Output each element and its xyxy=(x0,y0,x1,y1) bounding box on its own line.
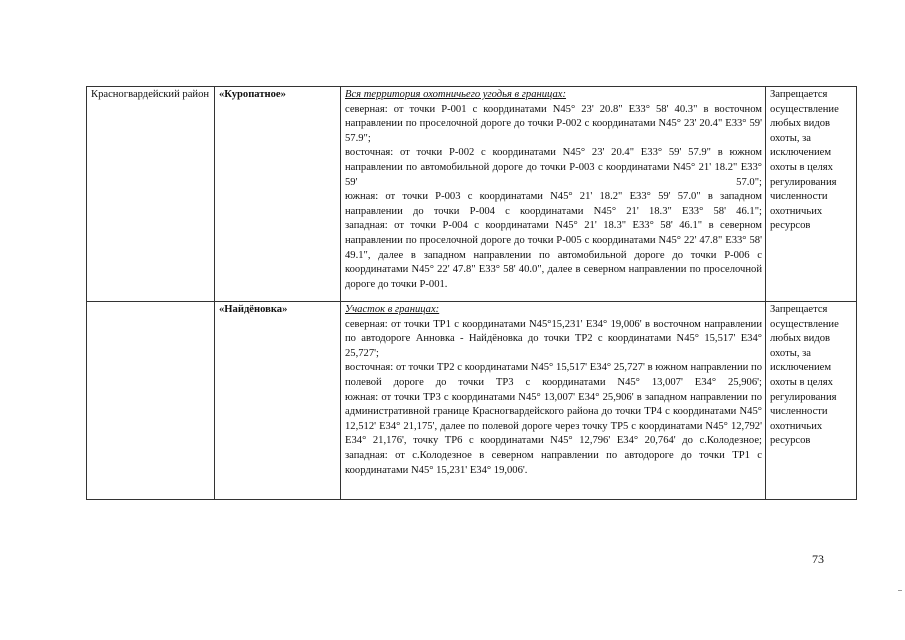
area-name-cell xyxy=(215,87,341,302)
district-cell xyxy=(87,302,215,500)
boundaries-cell xyxy=(341,87,766,302)
boundary-west: западная: от точки Р-004 с координатами N45° 21' 18.3" E33° 58' 46.1" в северном направлении по проселочной дороге до точки Р-005 с координатами N45° 22' 47.8" E33° 58' 49.1", далее в западном направлении по автомобильной дороге до точки Р-006 с координатами N45° 22' 47.8" E33° 58' 40.0", далее в северном направлении по проселочной дороге до точки Р-001. xyxy=(345,220,762,290)
boundary-east: восточная: от точки Р-002 с координатами N45° 23' 20.4" E33° 59' 57.9" в южном направлении по автомобильной дороге до точки Р-003 с координатами N45° 21' 18.2" E33° 59' 57.0"; xyxy=(345,147,762,188)
restriction-cell xyxy=(766,87,857,302)
area-name: «Куропатное» xyxy=(219,89,286,100)
boundaries-cell xyxy=(341,302,766,500)
restriction-note: Запрещается осуществление любых видов охоты, за исключением охоты в целях регулирования численности охотничьих ресурсов xyxy=(770,89,839,232)
restriction-note: Запрещается осуществление любых видов охоты, за исключением охоты в целях регулирования численности охотничьих ресурсов xyxy=(770,304,839,447)
district-cell xyxy=(87,87,215,302)
boundary-north: северная: от точки Р-001 с координатами N45° 23' 20.8" E33° 58' 40.3" в восточном направлении по проселочной дороге до точки Р-002 с координатами N45° 23' 20.4" E33° 59' 57.9"; xyxy=(345,103,762,144)
area-name-cell xyxy=(215,302,341,500)
boundaries-heading: Участок в границах: xyxy=(345,304,440,315)
boundaries-heading: Вся территория охотничьего угодья в границах: xyxy=(345,89,567,100)
hunting-grounds-table xyxy=(86,86,857,500)
boundary-south: южная: от точки ТР3 с координатами N45° 13,007' E34° 25,906' в западном направлении по административной границе Красногвардейского района до точки ТР4 с координатами N45° 12,512' E34° 21,175', далее по полевой дороге через точку ТР5 с координатами N45° 12,792' E34° 21,176', точку ТР6 с координатами N45° 12,796' E34° 20,764' до с.Колодезное; xyxy=(345,391,762,447)
boundary-south: южная: от точки Р-003 с координатами N45° 21' 18.2" E33° 59' 57.0" в западном направлении до точки Р-004 с координатами N45° 21' 18.3" E33° 58' 46.1"; xyxy=(345,191,762,217)
page-number: 73 xyxy=(812,552,824,566)
boundary-west: западная: от с.Колодезное в северном направлении по автодороге до точки ТР1 с координатами N45° 15,231' E34° 19,006'. xyxy=(345,449,762,476)
restriction-cell xyxy=(766,302,857,500)
table-row xyxy=(87,87,857,302)
scan-edge-mark xyxy=(898,590,902,591)
boundary-east: восточная: от точки ТР2 с координатами N45° 15,517' E34° 25,727' в южном направлении по полевой дороге до точки ТР3 с координатами N45° 13,007' E34° 25,906'; xyxy=(345,362,762,388)
table-row xyxy=(87,302,857,500)
boundary-north: северная: от точки ТР1 с координатами N45°15,231' E34° 19,006' в восточном направлении по автодороге Анновка - Найдёновка до точки ТР2 с координатами N45° 15,517' E34° 25,727'; xyxy=(345,318,762,359)
district-name: Красногвардейский район xyxy=(91,89,210,100)
area-name: «Найдёновка» xyxy=(219,304,288,315)
